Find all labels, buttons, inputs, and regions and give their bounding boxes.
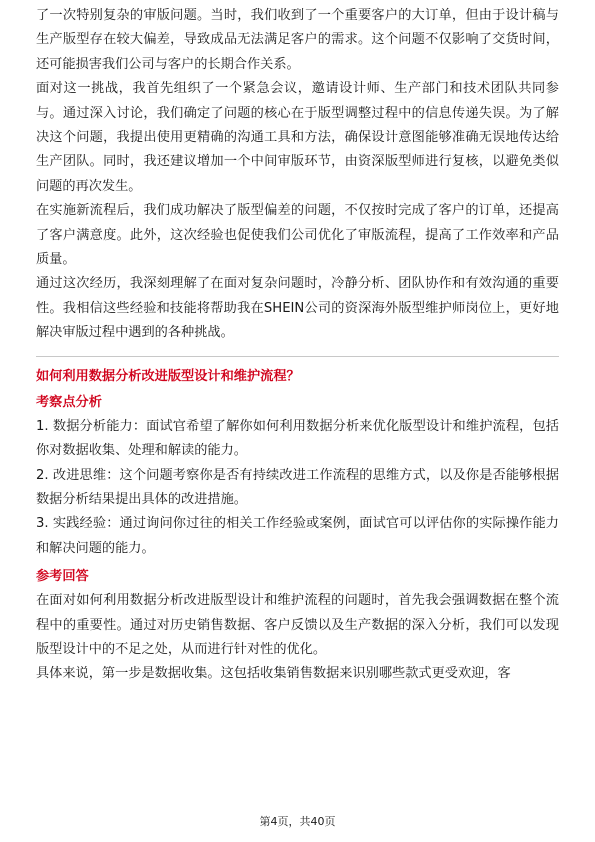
body-paragraph: 在实施新流程后，我们成功解决了版型偏差的问题，不仅按时完成了客户的订单，还提高了客户满意度。此外，这次经验也促使我们公司优化了审版流程，提高了工作效率和产品质量。	[36, 203, 559, 268]
assessment-item: 2. 改进思维：这个问题考察你是否有持续改进工作流程的思维方式，以及你是否能够根据数据分析结果提出具体的改进措施。	[36, 467, 559, 507]
section-divider	[36, 356, 559, 357]
assessment-list	[36, 415, 559, 561]
answer-section	[36, 589, 559, 687]
assessment-item: 1. 数据分析能力：面试官希望了解你如何利用数据分析来优化版型设计和维护流程，包括你对数据收集、处理和解读的能力。	[36, 418, 559, 459]
question-heading: 如何利用数据分析改进版型设计和维护流程？	[36, 368, 300, 384]
assessment-item: 3. 实践经验：通过询问你过往的相关工作经验或案例，面试官可以评估你的实际操作能力和解决问题的能力。	[36, 516, 559, 556]
answer-paragraph: 具体来说，第一步是数据收集。这包括收集销售数据来识别哪些款式更受欢迎，客	[36, 666, 511, 682]
answer-paragraph: 在面对如何利用数据分析改进版型设计和维护流程的问题时，首先我会强调数据在整个流程中的重要性。通过对历史销售数据、客户反馈以及生产数据的深入分析，我们可以发现版型设计中的不足之处，从而进行针对性的优化。	[36, 593, 559, 657]
page-number-footer: 第4页，共40页	[259, 815, 336, 828]
body-paragraph: 了一次特别复杂的审版问题。当时，我们收到了一个重要客户的大订单，但由于设计稿与生产版型存在较大偏差，导致成品无法满足客户的需求。这个问题不仅影响了交货时间，还可能损害我们公司与客户的长期合作关系。	[36, 8, 559, 72]
assessment-heading: 考察点分析	[36, 394, 102, 410]
answer-heading: 参考回答	[36, 569, 89, 585]
body-paragraph: 通过这次经历，我深刻理解了在面对复杂问题时，冷静分析、团队协作和有效沟通的重要性。我相信这些经验和技能将帮助我在SHEIN公司的资深海外版型维护师岗位上，更好地解决审版过程中遇到的各种挑战。	[36, 276, 559, 341]
intro-section	[36, 4, 559, 346]
body-paragraph: 面对这一挑战，我首先组织了一个紧急会议，邀请设计师、生产部门和技术团队共同参与。通过深入讨论，我们确定了问题的核心在于版型调整过程中的信息传递失误。为了解决这个问题，我提出使用更精确的沟通工具和方法，确保设计意图能够准确无误地传达给生产团队。同时，我还建议增加一个中间审版环节，由资深版型师进行复核，以避免类似问题的再次发生。	[36, 81, 559, 194]
